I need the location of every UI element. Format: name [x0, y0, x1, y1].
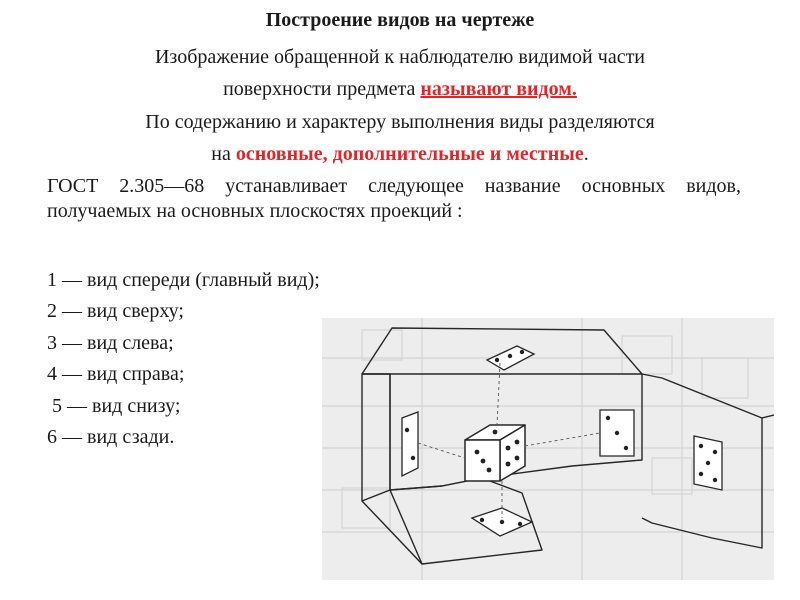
- division-prefix: на: [211, 143, 236, 165]
- projection-planes-cube-illustration: [322, 318, 774, 580]
- view-item-1: 1 — вид спереди (главный вид);: [47, 269, 320, 291]
- view-item-3: 3 — вид слева;: [47, 332, 174, 354]
- view-item-5: 5 — вид снизу;: [47, 395, 181, 417]
- projection-planes-figure: [322, 318, 774, 580]
- definition-highlight: называют видом.: [420, 78, 577, 100]
- definition-line-1: Изображение обращенной к наблюдателю видимой части: [154, 46, 646, 68]
- definition-plain: поверхности предмета: [223, 78, 421, 100]
- slide-title: Построение видов на чертеже: [265, 9, 535, 31]
- view-item-4: 4 — вид справа;: [47, 363, 185, 385]
- division-line-2: [40, 141, 760, 167]
- definition-line-2: [40, 76, 760, 102]
- view-item-2: 2 — вид сверху;: [47, 300, 184, 322]
- division-suffix: .: [583, 143, 589, 165]
- division-line-1: По содержанию и характеру выполнения виды разделяются: [145, 111, 655, 133]
- view-item-6: 6 — вид сзади.: [47, 426, 175, 448]
- division-highlight: основные, дополнительные и местные: [235, 143, 584, 165]
- gost-paragraph: ГОСТ 2.305—68 устанавливает следующее название основных видов, получаемых на основных плоскостях проекций :: [47, 175, 741, 222]
